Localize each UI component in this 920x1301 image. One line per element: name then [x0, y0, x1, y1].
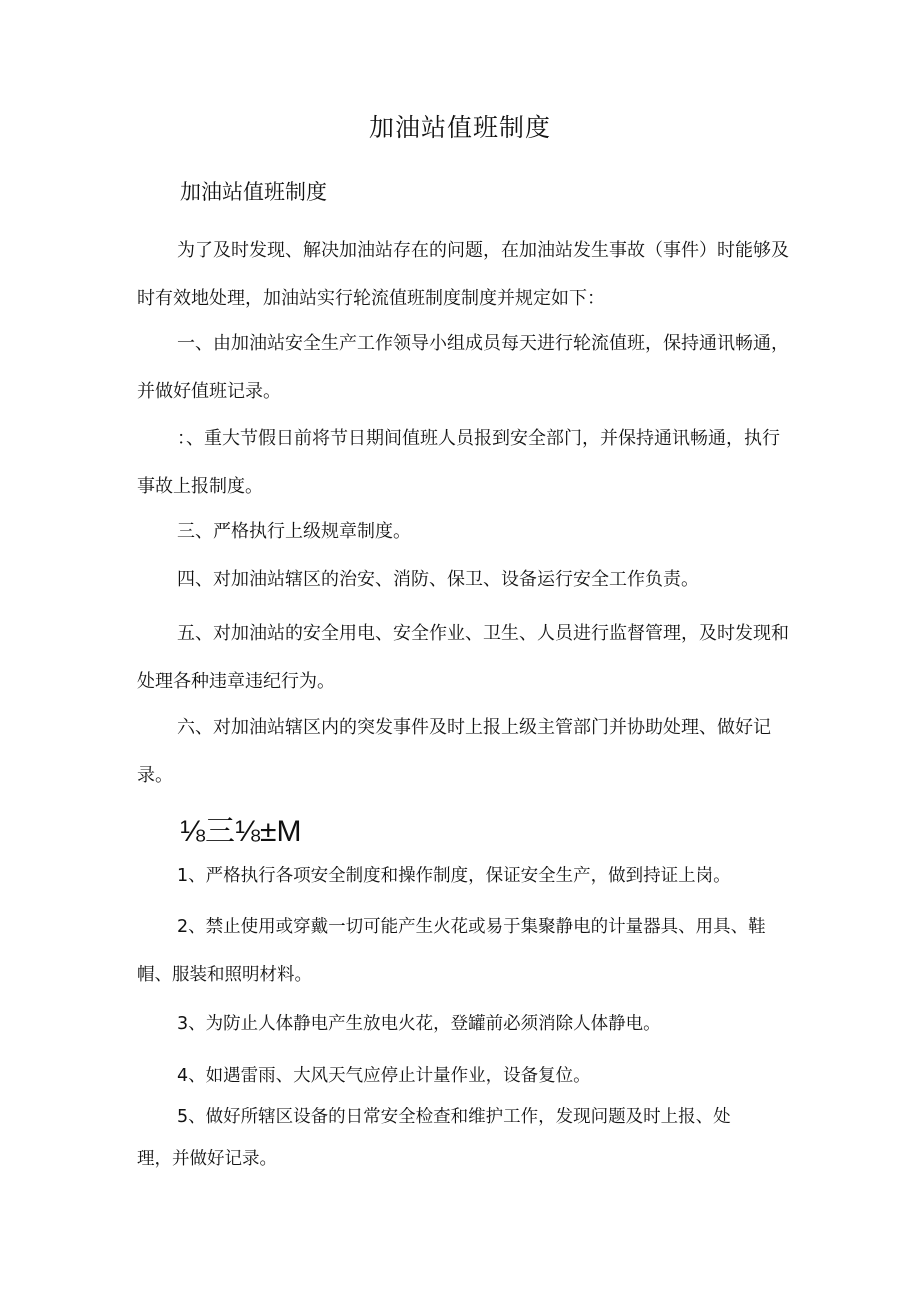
item-1: 1、严格执行各项安全制度和操作制度，保证安全生产，做到持证上岗。 — [177, 866, 731, 886]
document-title: 加油站值班制度 — [368, 113, 551, 142]
rule-1: 一、由加油站安全生产工作领导小组成员每天进行轮流值班，保持通讯畅通，并做好值班记录。 — [137, 333, 789, 402]
rule-2: ：、重大节假日前将节日期间值班人员报到安全部门，并保持通讯畅通，执行事故上报制度。 — [137, 428, 780, 497]
item-3: 3、为防止人体静电产生放电火花，登罐前必须消除人体静电。 — [177, 1014, 661, 1034]
rule-5: 五、对加油站的安全用电、安全作业、卫生、人员进行监督管理，及时发现和处理各种违章违纪行为。 — [137, 623, 789, 692]
item-5: 5、做好所辖区设备的日常安全检查和维护工作，发现问题及时上报、处理，并做好记录。 — [137, 1107, 731, 1169]
rule-6: 六、对加油站辖区内的突发事件及时上报上级主管部门并协助处理、做好记录。 — [137, 717, 771, 786]
item-4: 4、如遇雷雨、大风天气应停止计量作业，设备复位。 — [177, 1066, 591, 1086]
intro-paragraph: 为了及时发现、解决加油站存在的问题，在加油站发生事故（事件）时能够及时有效地处理，加油站实行轮流值班制度制度并规定如下： — [137, 240, 789, 309]
item-2: 2、禁止使用或穿戴一切可能产生火花或易于集聚静电的计量器具、用具、鞋帽、服装和照明材料。 — [137, 917, 766, 985]
section-heading: 加油站值班制度 — [180, 180, 327, 204]
rule-4: 四、对加油站辖区的治安、消防、保卫、设备运行安全工作负责。 — [177, 569, 699, 590]
rule-3: 三、严格执行上级规章制度。 — [177, 521, 411, 542]
section-heading-2: ⅛三⅛±M — [180, 815, 302, 848]
